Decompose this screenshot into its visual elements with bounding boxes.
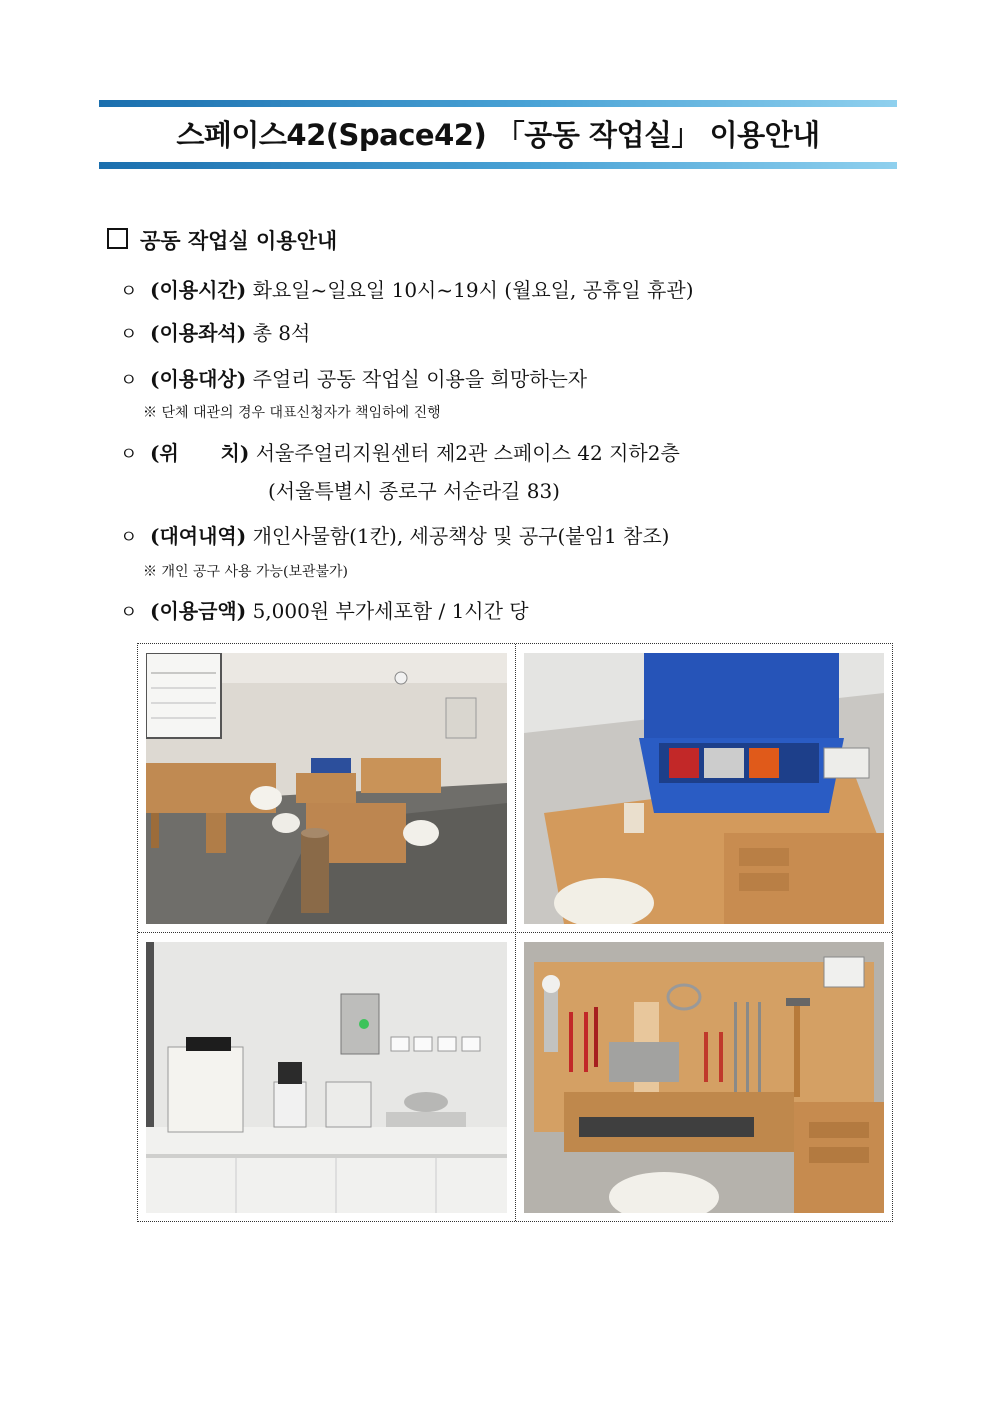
photo-grid — [137, 643, 893, 1222]
item-text: 화요일~일요일 10시~19시 (월요일, 공휴일 휴관) — [252, 278, 694, 302]
cleaning-equipment-photo — [146, 942, 507, 1213]
section-heading — [107, 226, 337, 256]
workshop-room-photo — [146, 653, 507, 924]
item-text: 개인사물함(1칸), 세공책상 및 공구(붙임1 참조) — [252, 524, 670, 548]
page-title: 스페이스42(Space42) 「공동 작업실」 이용안내 — [176, 118, 820, 152]
item-label: (위 치) — [150, 441, 250, 465]
bullet-icon: ㅇ — [120, 602, 138, 623]
tools-on-bench-photo — [524, 942, 884, 1213]
checkbox-square-icon — [107, 228, 128, 249]
item-text: 주얼리 공동 작업실 이용을 희망하는자 — [252, 367, 588, 391]
title-top-rule — [99, 100, 897, 107]
title-bottom-rule — [99, 162, 897, 169]
bullet-icon: ㅇ — [120, 324, 138, 345]
item-label: (대여내역) — [150, 524, 247, 548]
info-item-hours — [120, 275, 694, 307]
bullet-icon: ㅇ — [120, 444, 138, 465]
info-item-location — [120, 438, 680, 470]
info-item-rental — [120, 521, 669, 553]
note-personal-tools: ※ 개인 공구 사용 가능(보관불가) — [143, 564, 349, 580]
info-item-price — [120, 596, 529, 628]
item-text: 총 8석 — [252, 321, 311, 345]
address-line: (서울특별시 종로구 서순라길 83) — [268, 479, 560, 503]
info-item-target — [120, 364, 587, 396]
grid-divider-horizontal — [138, 932, 892, 933]
section-heading-text: 공동 작업실 이용안내 — [140, 228, 338, 253]
bullet-icon: ㅇ — [120, 527, 138, 548]
bullet-icon: ㅇ — [120, 370, 138, 391]
item-label: (이용시간) — [150, 278, 247, 302]
note-group-rental: ※ 단체 대관의 경우 대표신청자가 책임하에 진행 — [143, 405, 441, 421]
info-item-seats — [120, 318, 310, 350]
item-label: (이용금액) — [150, 599, 247, 623]
bullet-icon: ㅇ — [120, 281, 138, 302]
item-label: (이용대상) — [150, 367, 247, 391]
item-text: 서울주얼리지원센터 제2관 스페이스 42 지하2층 — [255, 441, 680, 465]
item-text: 5,000원 부가세포함 / 1시간 당 — [252, 599, 529, 623]
item-label: (이용좌석) — [150, 321, 247, 345]
toolbox-photo — [524, 653, 884, 924]
